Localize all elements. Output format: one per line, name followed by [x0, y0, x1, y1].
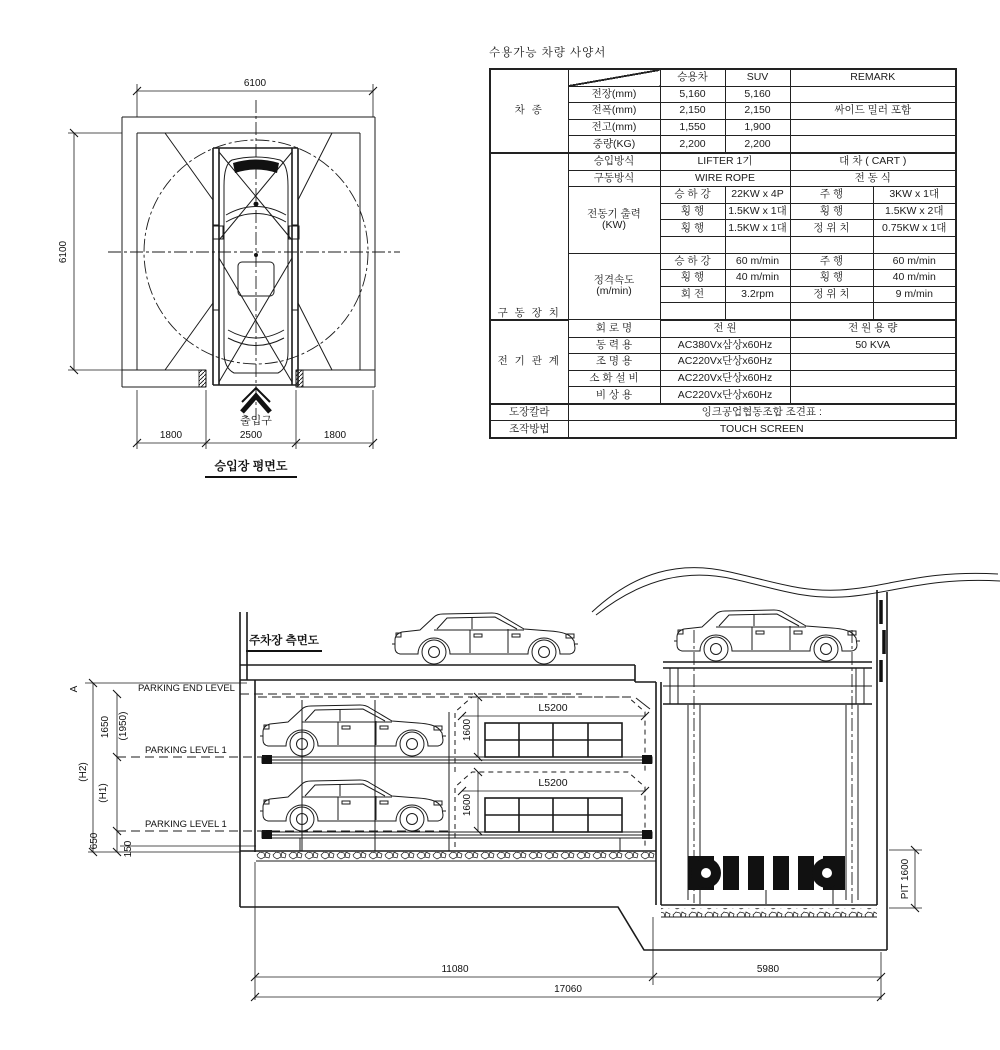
- cell-key: [790, 236, 873, 253]
- row-label: 회 로 명: [568, 320, 660, 337]
- cell-value: [725, 236, 790, 253]
- row-label: 동 력 용: [568, 337, 660, 354]
- dim-h1: (H1): [98, 783, 109, 803]
- cell-value: LIFTER 1기: [660, 153, 790, 170]
- cell-remark: 50 KVA: [790, 337, 956, 354]
- cell-value: 1.5KW x 1대: [725, 203, 790, 220]
- dim-l5200-lower: L5200: [538, 777, 568, 789]
- dim-width-top: 6100: [243, 78, 267, 89]
- dim-pit-1600: PIT 1600: [900, 858, 911, 900]
- cell-remark: [790, 119, 956, 136]
- cell-value: 60 m/min: [873, 253, 956, 270]
- canopy-roofline: [592, 568, 1000, 615]
- group-electric: 전 기 관 계: [490, 320, 568, 404]
- cell-key: [660, 236, 725, 253]
- side-caption: 주차장 측면도: [249, 635, 319, 647]
- cell-value: 전 원: [660, 320, 790, 337]
- cell-remark: [790, 136, 956, 153]
- lift-shaft-plan: [213, 148, 298, 385]
- pit-concrete-hatch: [661, 908, 877, 917]
- col-header-remark: REMARK: [790, 69, 956, 86]
- cell-value: 60 m/min: [725, 253, 790, 270]
- cell-remark: [790, 387, 956, 404]
- cell-key: 주 행: [790, 253, 873, 270]
- cell-key: 승 하 강: [660, 253, 725, 270]
- dim-11080: 11080: [441, 964, 469, 975]
- row-label: 전고(mm): [568, 119, 660, 136]
- col-header-suv: SUV: [725, 69, 790, 86]
- lift-cage: [688, 856, 845, 904]
- dim-bottom-center: 2500: [239, 430, 263, 441]
- dim-150: 150: [123, 840, 134, 858]
- diagonal-cell: [568, 69, 660, 86]
- cell-value: 5,160: [660, 86, 725, 103]
- operation-label: 조작방법: [490, 421, 568, 438]
- dim-l5200-upper: L5200: [538, 702, 568, 714]
- dim-17060: 17060: [554, 984, 582, 995]
- cell-key: 횡 행: [660, 220, 725, 237]
- cell-value: 2,200: [725, 136, 790, 153]
- wall-end-hatch: [199, 370, 206, 387]
- cell-value: 0.75KW x 1대: [873, 220, 956, 237]
- parking-level1-upper-label: PARKING LEVEL 1: [145, 745, 227, 756]
- cell-value: 22KW x 4P: [725, 187, 790, 204]
- level-lines: [69, 683, 582, 852]
- col-header-car: 승용차: [660, 69, 725, 86]
- cell-value: 1.5KW x 2대: [873, 203, 956, 220]
- dim-5980: 5980: [756, 964, 780, 975]
- row-label: 구동방식: [568, 170, 660, 187]
- cell-value: 2,200: [660, 136, 725, 153]
- cell-remark: [790, 370, 956, 387]
- marker-a: A: [69, 685, 80, 693]
- cell-remark: 싸이드 밀러 포함: [790, 103, 956, 120]
- group-drive: 구 동 장 치: [490, 153, 568, 320]
- cell-value: AC220Vx단상x60Hz: [660, 387, 790, 404]
- cell-value: 5,160: [725, 86, 790, 103]
- cell-value: 40 m/min: [873, 270, 956, 287]
- group-vehicle: 차 종: [490, 69, 568, 153]
- row-label: 승입방식: [568, 153, 660, 170]
- plan-dim-left: [58, 133, 122, 370]
- cell-key: 횡 행: [660, 203, 725, 220]
- row-label: 전장(mm): [568, 86, 660, 103]
- row-label: 소 화 설 비: [568, 370, 660, 387]
- side-view: [69, 568, 1000, 1000]
- car-street: [392, 613, 578, 664]
- dim-1950: (1950): [118, 711, 129, 741]
- cell-key: 정 위 치: [790, 220, 873, 237]
- rated-speed-label: 정격속도 (m/min): [568, 253, 660, 320]
- spec-table-title: 수용가능 차량 사양서: [489, 47, 607, 59]
- cell-remark: 전 동 식: [790, 170, 956, 187]
- dim-height-left: 6100: [58, 240, 69, 264]
- spec-table: [489, 68, 957, 439]
- cell-value: 1,900: [725, 119, 790, 136]
- cell-remark: 대 차 ( CART ): [790, 153, 956, 170]
- row-label: 전폭(mm): [568, 103, 660, 120]
- pallet-upper: [262, 697, 652, 772]
- row-label: 조 명 용: [568, 354, 660, 371]
- motor-output-label: 전동기 출력 (KW): [568, 187, 660, 253]
- cell-value: AC380Vx삼상x60Hz: [660, 337, 790, 354]
- cell-key: 회 전: [660, 286, 725, 303]
- cell-value: WIRE ROPE: [660, 170, 790, 187]
- dim-1600-lower: 1600: [462, 793, 473, 817]
- plan-caption: 승입장 평면도: [214, 459, 288, 473]
- dim-1600-upper: 1600: [462, 718, 473, 742]
- cell-value: AC220Vx단상x60Hz: [660, 354, 790, 371]
- dim-650: 650: [89, 832, 100, 850]
- cell-remark: [790, 86, 956, 103]
- cell-value: 40 m/min: [725, 270, 790, 287]
- car-on-lifter: [674, 610, 860, 661]
- cell-key: 횡 행: [790, 270, 873, 287]
- car-level1-upper: [260, 705, 446, 756]
- cell-key: 승 하 강: [660, 187, 725, 204]
- dim-bottom-left: 1800: [159, 430, 183, 441]
- dim-h2: (H2): [78, 762, 89, 782]
- paint-color-value: 잉크공업협동조합 조견표 :: [568, 404, 956, 421]
- cell-remark: 전 원 용 량: [790, 320, 956, 337]
- cell-value: 1,550: [660, 119, 725, 136]
- floor-concrete-hatch: [256, 852, 656, 861]
- parking-level1-lower-label: PARKING LEVEL 1: [145, 819, 227, 830]
- cell-key: [660, 303, 725, 320]
- cell-value: 3KW x 1대: [873, 187, 956, 204]
- cell-value: [873, 236, 956, 253]
- entrance-label: 출입구: [240, 415, 272, 427]
- cell-value: [725, 303, 790, 320]
- pit-dim: [889, 850, 922, 908]
- cell-value: 2,150: [725, 103, 790, 120]
- plan-view: [58, 78, 400, 477]
- cell-value: [873, 303, 956, 320]
- cell-value: 3.2rpm: [725, 286, 790, 303]
- cell-key: 정 위 치: [790, 286, 873, 303]
- cell-remark: [790, 354, 956, 371]
- plan-dim-top: [137, 78, 373, 117]
- cell-value: 9 m/min: [873, 286, 956, 303]
- operation-value: TOUCH SCREEN: [568, 421, 956, 438]
- parking-end-level-label: PARKING END LEVEL: [138, 683, 235, 694]
- cell-key: [790, 303, 873, 320]
- cell-value: 1.5KW x 1대: [725, 220, 790, 237]
- cell-key: 주 행: [790, 187, 873, 204]
- cell-key: 횡 행: [790, 203, 873, 220]
- cell-key: 횡 행: [660, 270, 725, 287]
- dim-1650: 1650: [100, 715, 111, 739]
- row-label: 비 상 용: [568, 387, 660, 404]
- dim-bottom-right: 1800: [323, 430, 347, 441]
- car-level1-lower: [260, 780, 446, 831]
- row-label: 중량(KG): [568, 136, 660, 153]
- cell-value: 2,150: [660, 103, 725, 120]
- pallet-lower: [262, 772, 652, 851]
- cell-value: AC220Vx단상x60Hz: [660, 370, 790, 387]
- paint-color-label: 도장칼라: [490, 404, 568, 421]
